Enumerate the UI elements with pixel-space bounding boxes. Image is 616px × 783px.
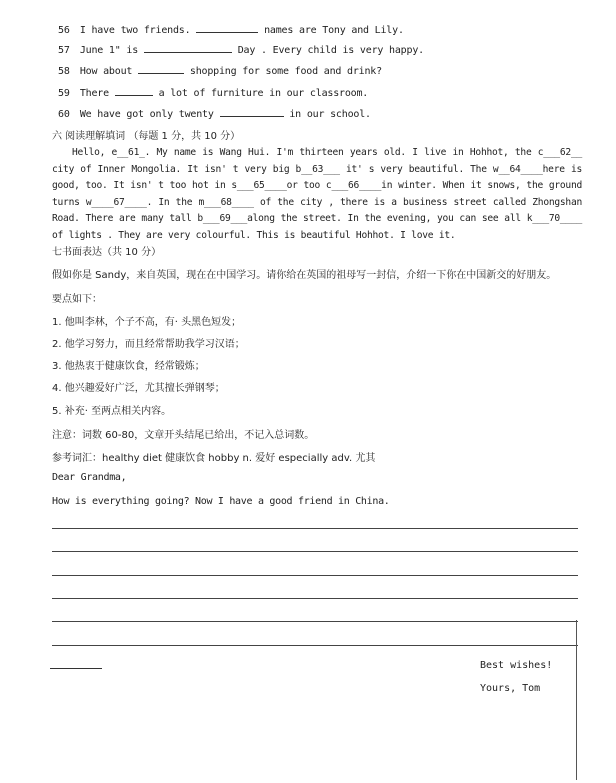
question-text-before: We have got only twenty <box>79 109 214 120</box>
question-text-after: shopping for some food and drink? <box>189 66 382 77</box>
point-2: 2. 他学习努力，而且经常帮助我学习汉语； <box>52 339 245 350</box>
section-7-title: 七书面表达（共 10 分） <box>52 247 162 258</box>
question-58 <box>58 64 382 77</box>
question-text-before: How about <box>79 66 133 77</box>
letter-signature: Yours, Tom <box>480 683 541 694</box>
section-6-title: 六 阅读理解填词 （每题 1 分，共 10 分） <box>52 131 241 142</box>
margin-rule <box>576 620 577 780</box>
point-4: 4. 他兴趣爱好广泛，尤其擅长弹钢琴； <box>52 383 225 394</box>
reading-passage: Hello, e__61_. My name is Wang Hui. I'm thirteen years old. I live in Hohhot, the c___62__ city of Inner Mongolia. It isn' t very big b__63___ it' s very beautiful. The w__64____here is good, too. It isn' t too hot in s___65____or too c___66____in winter. When it snows, the ground turns w____67____. In the m___68____ of the city , there is a business street called Zhongshan Road. There are many tall b___69___along the street. In the evening, you can see all k___70____ of lights . They are very colourful. This is beautiful Hohhot. I love it. <box>52 147 582 241</box>
question-text-after: in our school. <box>289 109 371 120</box>
answer-blank[interactable] <box>196 23 258 33</box>
reference-vocab: 参考词汇：healthy diet 健康饮食 hobby n. 爱好 especially adv. 尤其 <box>52 453 376 464</box>
question-number: 59 <box>58 88 70 99</box>
writing-line[interactable] <box>52 551 578 552</box>
point-3: 3. 他热衷于健康饮食，经常锻炼； <box>52 361 205 372</box>
question-text-after: names are Tony and Lily. <box>264 25 404 36</box>
question-59 <box>58 86 368 99</box>
writing-line[interactable] <box>52 528 578 529</box>
point-5: 5. 补充· 至两点相关内容。 <box>52 406 172 417</box>
question-number: 58 <box>58 66 70 77</box>
question-text-before: June 1" is <box>79 45 139 56</box>
question-text-before: I have two friends. <box>79 25 191 36</box>
writing-line[interactable] <box>52 621 578 622</box>
writing-line[interactable] <box>52 598 578 599</box>
question-number: 60 <box>58 109 70 120</box>
question-text-before: There <box>79 88 109 99</box>
question-56 <box>58 23 404 36</box>
writing-line-short[interactable] <box>50 668 102 669</box>
question-60 <box>58 107 371 120</box>
question-text-after: a lot of furniture in our classroom. <box>158 88 369 99</box>
question-number: 57 <box>58 45 70 56</box>
letter-opening: How is everything going? Now I have a good friend in China. <box>52 496 390 507</box>
answer-blank[interactable] <box>138 64 184 74</box>
question-number: 56 <box>58 25 70 36</box>
word-count-note: 注意：词数 60-80，文章开头结尾已给出，不记入总词数。 <box>52 430 315 441</box>
letter-closing: Best wishes! <box>480 660 553 671</box>
points-title: 要点如下： <box>52 294 102 305</box>
question-57 <box>58 43 424 56</box>
point-1: 1. 他叫李林，个子不高，有· 头黑色短发； <box>52 317 242 328</box>
writing-line[interactable] <box>52 645 578 646</box>
writing-line[interactable] <box>52 575 578 576</box>
answer-blank[interactable] <box>115 86 153 96</box>
letter-salutation: Dear Grandma, <box>52 472 127 483</box>
answer-blank[interactable] <box>220 107 284 117</box>
writing-prompt: 假如你是 Sandy，来自英国，现在在中国学习。请你给在英国的祖母写一封信，介绍一下你在中国新交的好朋友。 <box>52 270 557 281</box>
answer-blank[interactable] <box>144 43 232 53</box>
question-text-after: Day . Every child is very happy. <box>237 45 424 56</box>
